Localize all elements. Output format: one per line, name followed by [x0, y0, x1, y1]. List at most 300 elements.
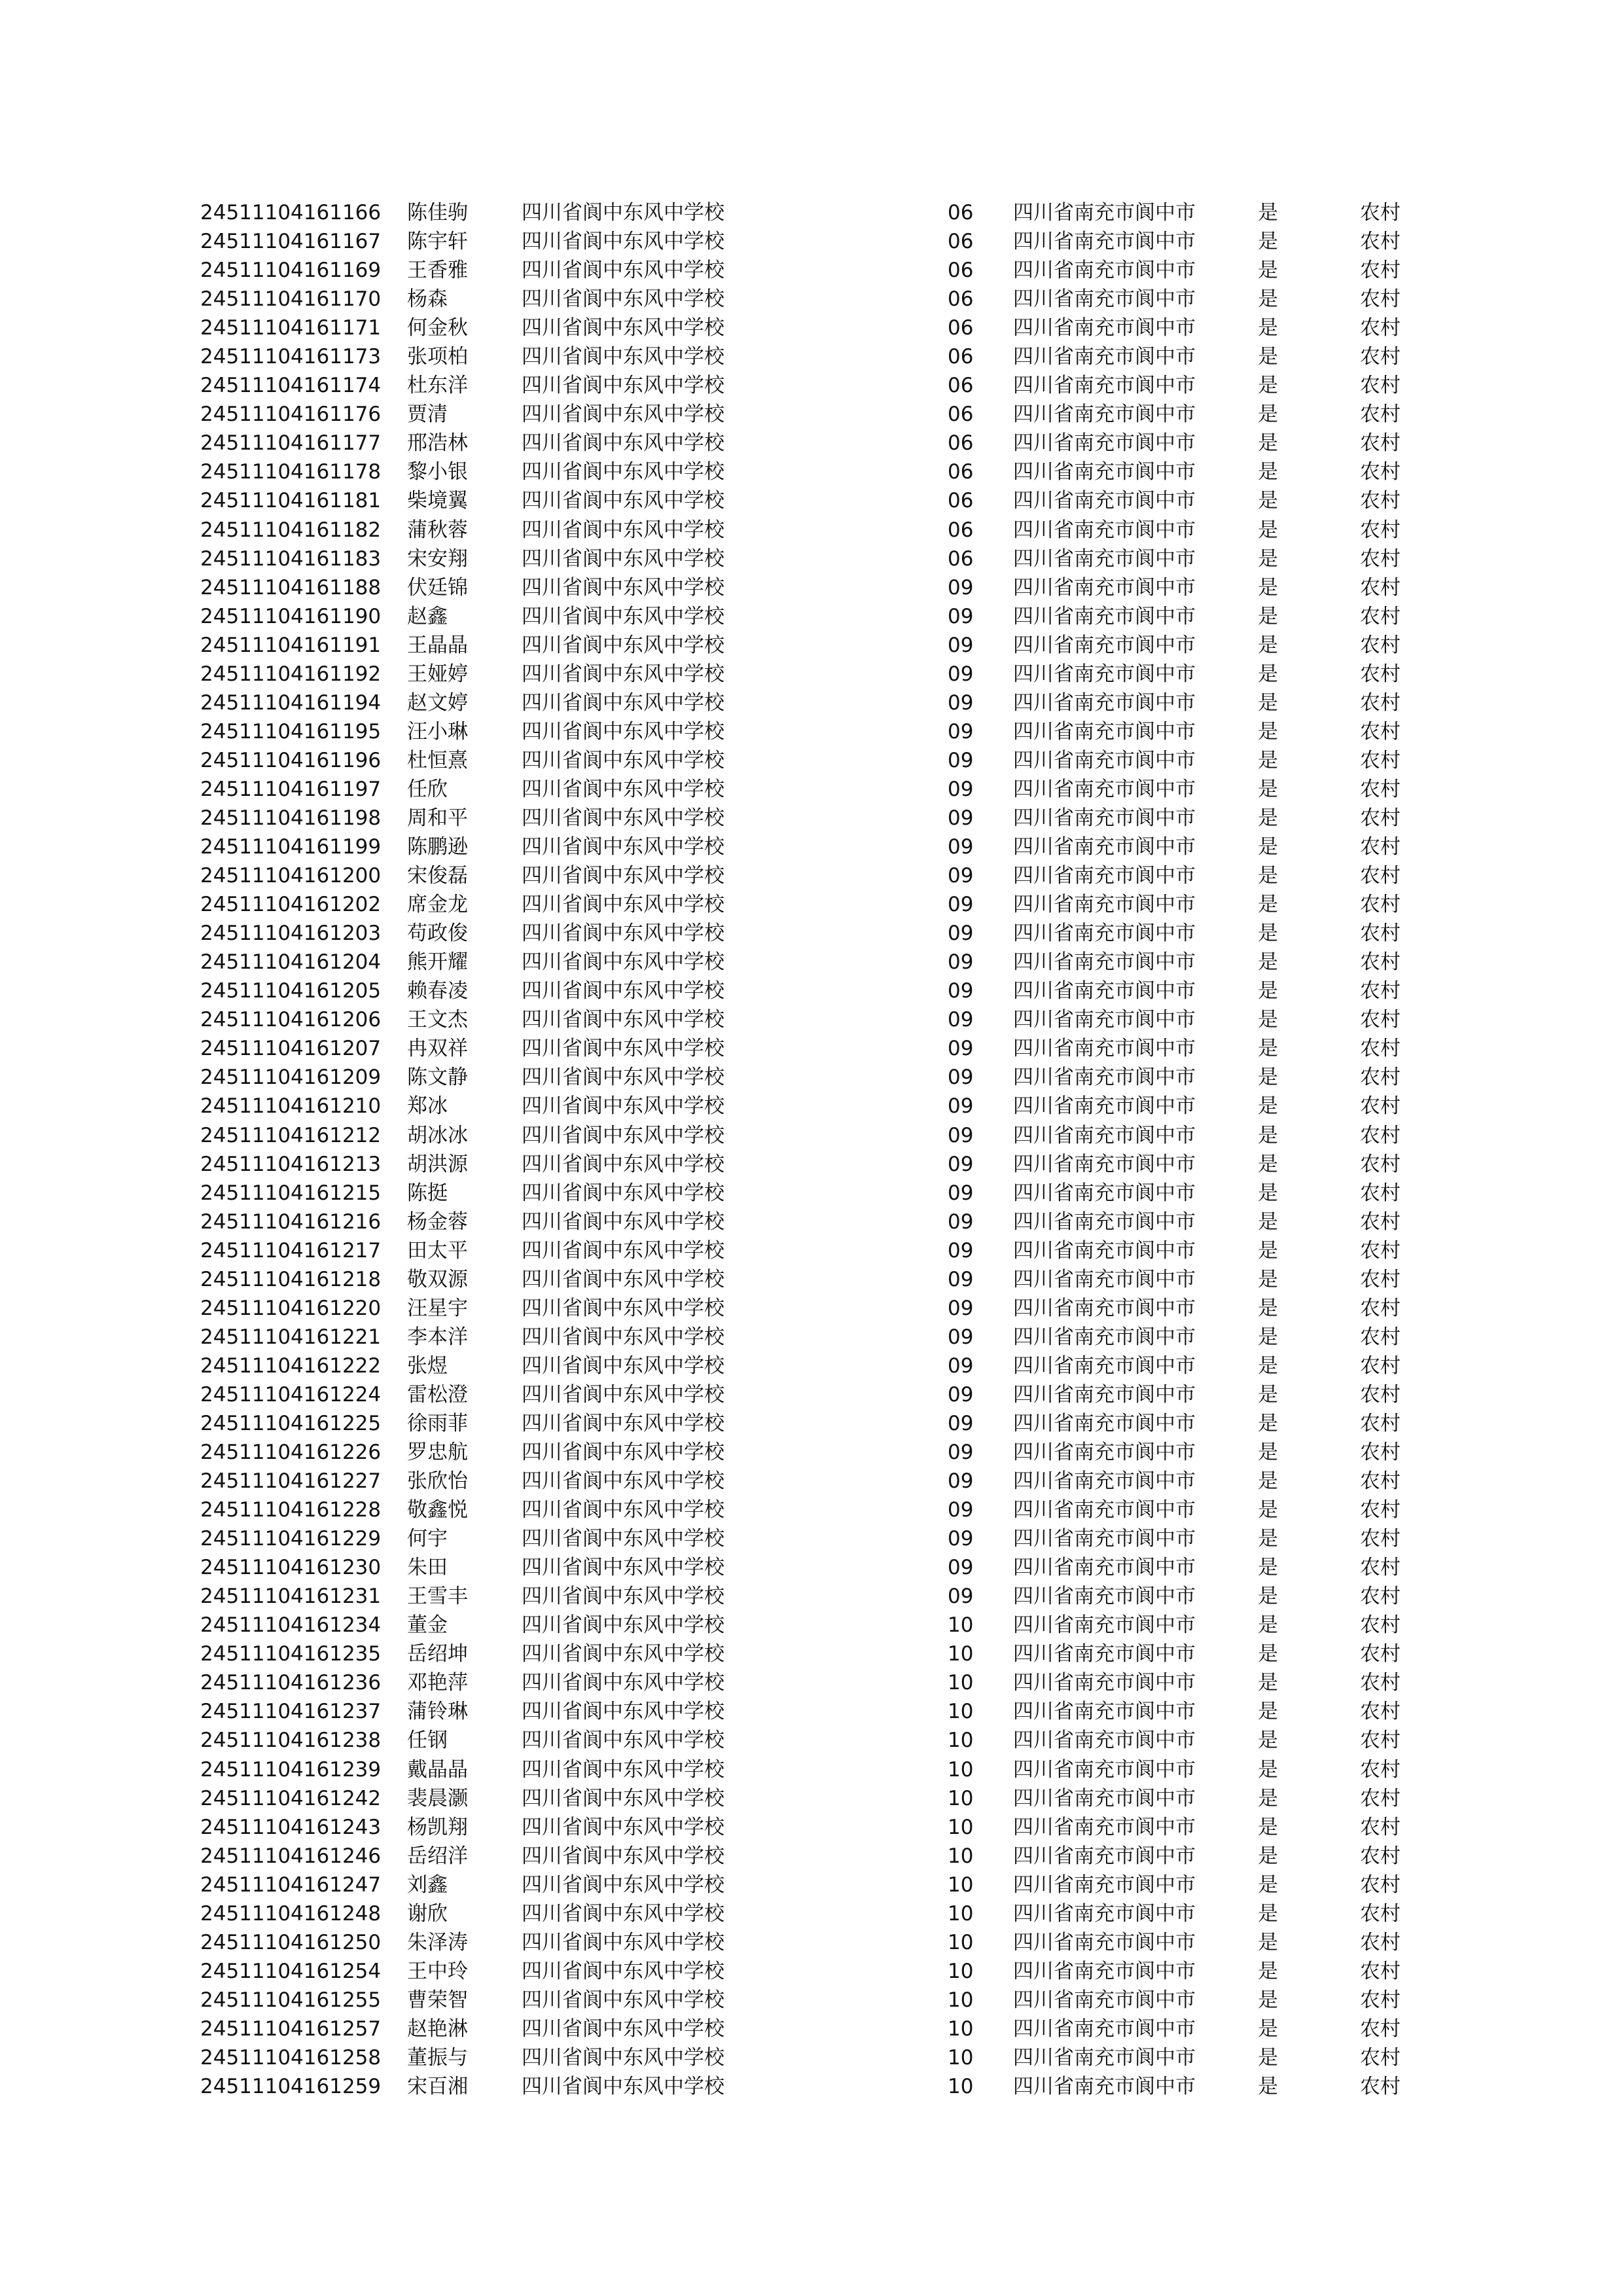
exam-number-cell: 24511104161222 [200, 1354, 382, 1378]
residence-type-cell: 农村 [1360, 1873, 1400, 1897]
exam-number-cell: 24511104161242 [200, 1786, 382, 1810]
class-number-cell: 10 [948, 1901, 974, 1926]
residence-type-cell: 农村 [1360, 1181, 1400, 1205]
exam-number-cell: 24511104161199 [200, 835, 382, 859]
table-row [0, 1092, 1623, 1121]
school-name-cell: 四川省阆中东风中学校 [522, 1585, 724, 1609]
class-number-cell: 09 [948, 1267, 974, 1291]
exam-number-cell: 24511104161217 [200, 1238, 382, 1263]
school-name-cell: 四川省阆中东风中学校 [522, 1930, 724, 1954]
exam-number-cell: 24511104161236 [200, 1671, 382, 1695]
household-region-cell: 四川省南充市阆中市 [1013, 1671, 1196, 1695]
exam-number-cell: 24511104161227 [200, 1469, 382, 1494]
eligibility-flag-cell: 是 [1258, 633, 1278, 657]
exam-number-cell: 24511104161190 [200, 604, 382, 628]
eligibility-flag-cell: 是 [1258, 259, 1278, 283]
school-name-cell: 四川省阆中东风中学校 [522, 1441, 724, 1465]
class-number-cell: 09 [948, 1008, 974, 1032]
household-region-cell: 四川省南充市阆中市 [1013, 1498, 1196, 1522]
household-region-cell: 四川省南充市阆中市 [1013, 345, 1196, 369]
school-name-cell: 四川省阆中东风中学校 [522, 575, 724, 600]
class-number-cell: 10 [948, 1844, 974, 1868]
student-name-cell: 谢欣 [407, 1901, 448, 1926]
exam-number-cell: 24511104161218 [200, 1267, 382, 1291]
household-region-cell: 四川省南充市阆中市 [1013, 1527, 1196, 1551]
student-name-cell: 张项柏 [407, 345, 468, 369]
school-name-cell: 四川省阆中东风中学校 [522, 835, 724, 859]
student-name-cell: 郑冰 [407, 1094, 448, 1119]
school-name-cell: 四川省阆中东风中学校 [522, 374, 724, 398]
residence-type-cell: 农村 [1360, 1786, 1400, 1810]
student-name-cell: 赵艳淋 [407, 2017, 468, 2041]
eligibility-flag-cell: 是 [1258, 345, 1278, 369]
class-number-cell: 09 [948, 1382, 974, 1407]
school-name-cell: 四川省阆中东风中学校 [522, 1325, 724, 1349]
student-name-cell: 陈文静 [407, 1066, 468, 1090]
school-name-cell: 四川省阆中东风中学校 [522, 691, 724, 715]
school-name-cell: 四川省阆中东风中学校 [522, 547, 724, 571]
residence-type-cell: 农村 [1360, 748, 1400, 772]
school-name-cell: 四川省阆中东风中学校 [522, 2075, 724, 2099]
exam-number-cell: 24511104161221 [200, 1325, 382, 1349]
class-number-cell: 06 [948, 345, 974, 369]
table-row [0, 1813, 1623, 1842]
school-name-cell: 四川省阆中东风中学校 [522, 259, 724, 283]
exam-number-cell: 24511104161212 [200, 1123, 382, 1147]
table-row [0, 1899, 1623, 1928]
residence-type-cell: 农村 [1360, 345, 1400, 369]
class-number-cell: 06 [948, 374, 974, 398]
school-name-cell: 四川省阆中东风中学校 [522, 1700, 724, 1724]
school-name-cell: 四川省阆中东风中学校 [522, 518, 724, 542]
student-name-cell: 敬鑫悦 [407, 1498, 468, 1522]
school-name-cell: 四川省阆中东风中学校 [522, 1238, 724, 1263]
household-region-cell: 四川省南充市阆中市 [1013, 1037, 1196, 1061]
household-region-cell: 四川省南充市阆中市 [1013, 604, 1196, 628]
household-region-cell: 四川省南充市阆中市 [1013, 950, 1196, 975]
residence-type-cell: 农村 [1360, 287, 1400, 312]
exam-number-cell: 24511104161235 [200, 1642, 382, 1666]
class-number-cell: 09 [948, 1066, 974, 1090]
class-number-cell: 09 [948, 1296, 974, 1320]
student-name-cell: 胡冰冰 [407, 1123, 468, 1147]
residence-type-cell: 农村 [1360, 489, 1400, 513]
table-row [0, 717, 1623, 746]
eligibility-flag-cell: 是 [1258, 1008, 1278, 1032]
exam-number-cell: 24511104161230 [200, 1556, 382, 1580]
table-row [0, 1755, 1623, 1784]
table-row [0, 1668, 1623, 1697]
residence-type-cell: 农村 [1360, 1382, 1400, 1407]
eligibility-flag-cell: 是 [1258, 604, 1278, 628]
eligibility-flag-cell: 是 [1258, 1613, 1278, 1638]
exam-number-cell: 24511104161255 [200, 1988, 382, 2012]
school-name-cell: 四川省阆中东风中学校 [522, 1037, 724, 1061]
exam-number-cell: 24511104161169 [200, 259, 382, 283]
table-row [0, 486, 1623, 515]
household-region-cell: 四川省南充市阆中市 [1013, 1585, 1196, 1609]
exam-number-cell: 24511104161188 [200, 575, 382, 600]
residence-type-cell: 农村 [1360, 1123, 1400, 1147]
exam-number-cell: 24511104161228 [200, 1498, 382, 1522]
student-name-cell: 董振与 [407, 2046, 468, 2070]
table-row [0, 1005, 1623, 1034]
table-row [0, 919, 1623, 948]
exam-number-cell: 24511104161177 [200, 431, 382, 456]
household-region-cell: 四川省南充市阆中市 [1013, 1210, 1196, 1234]
eligibility-flag-cell: 是 [1258, 2075, 1278, 2099]
eligibility-flag-cell: 是 [1258, 1181, 1278, 1205]
exam-number-cell: 24511104161204 [200, 950, 382, 975]
class-number-cell: 09 [948, 575, 974, 600]
student-name-cell: 邓艳萍 [407, 1671, 468, 1695]
exam-number-cell: 24511104161231 [200, 1585, 382, 1609]
student-name-cell: 戴晶晶 [407, 1757, 468, 1782]
class-number-cell: 09 [948, 1325, 974, 1349]
table-row [0, 1697, 1623, 1726]
table-row [0, 1034, 1623, 1063]
class-number-cell: 09 [948, 806, 974, 830]
class-number-cell: 10 [948, 1729, 974, 1753]
household-region-cell: 四川省南充市阆中市 [1013, 1556, 1196, 1580]
school-name-cell: 四川省阆中东风中学校 [522, 633, 724, 657]
table-row [0, 1380, 1623, 1409]
residence-type-cell: 农村 [1360, 403, 1400, 427]
student-name-cell: 杨凯翔 [407, 1815, 468, 1839]
class-number-cell: 10 [948, 2046, 974, 2070]
table-row [0, 631, 1623, 660]
eligibility-flag-cell: 是 [1258, 1988, 1278, 2012]
school-name-cell: 四川省阆中东风中学校 [522, 1786, 724, 1810]
exam-number-cell: 24511104161213 [200, 1152, 382, 1176]
table-row [0, 516, 1623, 545]
school-name-cell: 四川省阆中东风中学校 [522, 1613, 724, 1638]
exam-number-cell: 24511104161176 [200, 403, 382, 427]
eligibility-flag-cell: 是 [1258, 403, 1278, 427]
eligibility-flag-cell: 是 [1258, 2046, 1278, 2070]
household-region-cell: 四川省南充市阆中市 [1013, 1382, 1196, 1407]
eligibility-flag-cell: 是 [1258, 1094, 1278, 1119]
table-row [0, 1179, 1623, 1208]
table-row [0, 1726, 1623, 1755]
table-row [0, 746, 1623, 775]
household-region-cell: 四川省南充市阆中市 [1013, 864, 1196, 888]
eligibility-flag-cell: 是 [1258, 777, 1278, 801]
school-name-cell: 四川省阆中东风中学校 [522, 1556, 724, 1580]
class-number-cell: 09 [948, 633, 974, 657]
residence-type-cell: 农村 [1360, 1700, 1400, 1724]
eligibility-flag-cell: 是 [1258, 1671, 1278, 1695]
household-region-cell: 四川省南充市阆中市 [1013, 575, 1196, 600]
exam-number-cell: 24511104161216 [200, 1210, 382, 1234]
household-region-cell: 四川省南充市阆中市 [1013, 230, 1196, 254]
eligibility-flag-cell: 是 [1258, 1296, 1278, 1320]
residence-type-cell: 农村 [1360, 259, 1400, 283]
school-name-cell: 四川省阆中东风中学校 [522, 922, 724, 946]
household-region-cell: 四川省南充市阆中市 [1013, 1844, 1196, 1868]
table-row [0, 1409, 1623, 1438]
student-name-cell: 徐雨菲 [407, 1411, 468, 1435]
household-region-cell: 四川省南充市阆中市 [1013, 374, 1196, 398]
table-row [0, 660, 1623, 689]
household-region-cell: 四川省南充市阆中市 [1013, 489, 1196, 513]
eligibility-flag-cell: 是 [1258, 864, 1278, 888]
household-region-cell: 四川省南充市阆中市 [1013, 518, 1196, 542]
table-row [0, 1957, 1623, 1986]
table-row [0, 1121, 1623, 1150]
class-number-cell: 06 [948, 518, 974, 542]
student-name-cell: 伏廷锦 [407, 575, 468, 600]
student-name-cell: 赵文婷 [407, 691, 468, 715]
table-row [0, 1150, 1623, 1179]
class-number-cell: 10 [948, 1700, 974, 1724]
residence-type-cell: 农村 [1360, 230, 1400, 254]
eligibility-flag-cell: 是 [1258, 1441, 1278, 1465]
household-region-cell: 四川省南充市阆中市 [1013, 1181, 1196, 1205]
school-name-cell: 四川省阆中东风中学校 [522, 1296, 724, 1320]
class-number-cell: 09 [948, 662, 974, 686]
eligibility-flag-cell: 是 [1258, 431, 1278, 456]
eligibility-flag-cell: 是 [1258, 201, 1278, 224]
exam-number-cell: 24511104161209 [200, 1066, 382, 1090]
school-name-cell: 四川省阆中东风中学校 [522, 316, 724, 340]
school-name-cell: 四川省阆中东风中学校 [522, 1152, 724, 1176]
household-region-cell: 四川省南充市阆中市 [1013, 2017, 1196, 2041]
student-name-cell: 杜东洋 [407, 374, 468, 398]
exam-number-cell: 24511104161191 [200, 633, 382, 657]
table-row [0, 1553, 1623, 1582]
eligibility-flag-cell: 是 [1258, 691, 1278, 715]
residence-type-cell: 农村 [1360, 1901, 1400, 1926]
table-row [0, 1842, 1623, 1871]
table-row [0, 545, 1623, 573]
student-name-cell: 蒲秋蓉 [407, 518, 468, 542]
table-row [0, 1784, 1623, 1813]
school-name-cell: 四川省阆中东风中学校 [522, 431, 724, 456]
school-name-cell: 四川省阆中东风中学校 [522, 1757, 724, 1782]
exam-number-cell: 24511104161215 [200, 1181, 382, 1205]
student-name-cell: 柴境翼 [407, 489, 468, 513]
class-number-cell: 09 [948, 950, 974, 975]
eligibility-flag-cell: 是 [1258, 1700, 1278, 1724]
class-number-cell: 09 [948, 1498, 974, 1522]
eligibility-flag-cell: 是 [1258, 230, 1278, 254]
table-row [0, 1323, 1623, 1352]
exam-number-cell: 24511104161246 [200, 1844, 382, 1868]
household-region-cell: 四川省南充市阆中市 [1013, 403, 1196, 427]
student-name-cell: 朱田 [407, 1556, 448, 1580]
exam-number-cell: 24511104161224 [200, 1382, 382, 1407]
class-number-cell: 09 [948, 979, 974, 1003]
eligibility-flag-cell: 是 [1258, 1757, 1278, 1782]
exam-number-cell: 24511104161239 [200, 1757, 382, 1782]
student-name-cell: 陈鹏逊 [407, 835, 468, 859]
school-name-cell: 四川省阆中东风中学校 [522, 1354, 724, 1378]
school-name-cell: 四川省阆中东风中学校 [522, 1498, 724, 1522]
student-name-cell: 汪小琳 [407, 719, 468, 744]
household-region-cell: 四川省南充市阆中市 [1013, 1411, 1196, 1435]
exam-number-cell: 24511104161248 [200, 1901, 382, 1926]
residence-type-cell: 农村 [1360, 1815, 1400, 1839]
table-row [0, 285, 1623, 314]
exam-number-cell: 24511104161198 [200, 806, 382, 830]
exam-number-cell: 24511104161178 [200, 460, 382, 484]
school-name-cell: 四川省阆中东风中学校 [522, 864, 724, 888]
exam-number-cell: 24511104161173 [200, 345, 382, 369]
school-name-cell: 四川省阆中东风中学校 [522, 979, 724, 1003]
student-name-cell: 王文杰 [407, 1008, 468, 1032]
school-name-cell: 四川省阆中东风中学校 [522, 1642, 724, 1666]
school-name-cell: 四川省阆中东风中学校 [522, 403, 724, 427]
exam-number-cell: 24511104161225 [200, 1411, 382, 1435]
class-number-cell: 09 [948, 1556, 974, 1580]
class-number-cell: 09 [948, 1585, 974, 1609]
class-number-cell: 09 [948, 748, 974, 772]
table-row [0, 804, 1623, 833]
student-name-cell: 熊开耀 [407, 950, 468, 975]
eligibility-flag-cell: 是 [1258, 460, 1278, 484]
class-number-cell: 09 [948, 604, 974, 628]
student-name-cell: 周和平 [407, 806, 468, 830]
residence-type-cell: 农村 [1360, 1729, 1400, 1753]
student-name-cell: 李本洋 [407, 1325, 468, 1349]
residence-type-cell: 农村 [1360, 1441, 1400, 1465]
eligibility-flag-cell: 是 [1258, 2017, 1278, 2041]
residence-type-cell: 农村 [1360, 1210, 1400, 1234]
residence-type-cell: 农村 [1360, 719, 1400, 744]
household-region-cell: 四川省南充市阆中市 [1013, 2075, 1196, 2099]
school-name-cell: 四川省阆中东风中学校 [522, 1873, 724, 1897]
exam-number-cell: 24511104161229 [200, 1527, 382, 1551]
household-region-cell: 四川省南充市阆中市 [1013, 1815, 1196, 1839]
table-row [0, 1438, 1623, 1467]
household-region-cell: 四川省南充市阆中市 [1013, 1873, 1196, 1897]
household-region-cell: 四川省南充市阆中市 [1013, 1642, 1196, 1666]
household-region-cell: 四川省南充市阆中市 [1013, 922, 1196, 946]
school-name-cell: 四川省阆中东风中学校 [522, 1844, 724, 1868]
class-number-cell: 09 [948, 719, 974, 744]
school-name-cell: 四川省阆中东风中学校 [522, 950, 724, 975]
eligibility-flag-cell: 是 [1258, 1210, 1278, 1234]
eligibility-flag-cell: 是 [1258, 922, 1278, 946]
exam-number-cell: 24511104161202 [200, 893, 382, 917]
school-name-cell: 四川省阆中东风中学校 [522, 1411, 724, 1435]
eligibility-flag-cell: 是 [1258, 662, 1278, 686]
residence-type-cell: 农村 [1360, 374, 1400, 398]
residence-type-cell: 农村 [1360, 1037, 1400, 1061]
eligibility-flag-cell: 是 [1258, 719, 1278, 744]
table-row [0, 1611, 1623, 1640]
eligibility-flag-cell: 是 [1258, 979, 1278, 1003]
student-name-cell: 邢浩林 [407, 431, 468, 456]
household-region-cell: 四川省南充市阆中市 [1013, 691, 1196, 715]
class-number-cell: 10 [948, 1757, 974, 1782]
exam-number-cell: 24511104161207 [200, 1037, 382, 1061]
table-row [0, 1496, 1623, 1524]
class-number-cell: 09 [948, 777, 974, 801]
eligibility-flag-cell: 是 [1258, 1123, 1278, 1147]
exam-number-cell: 24511104161166 [200, 201, 382, 224]
table-row [0, 429, 1623, 457]
school-name-cell: 四川省阆中东风中学校 [522, 1901, 724, 1926]
residence-type-cell: 农村 [1360, 1757, 1400, 1782]
student-name-cell: 何金秋 [407, 316, 468, 340]
school-name-cell: 四川省阆中东风中学校 [522, 460, 724, 484]
exam-number-cell: 24511104161170 [200, 287, 382, 312]
household-region-cell: 四川省南充市阆中市 [1013, 1930, 1196, 1954]
household-region-cell: 四川省南充市阆中市 [1013, 1441, 1196, 1465]
school-name-cell: 四川省阆中东风中学校 [522, 1815, 724, 1839]
residence-type-cell: 农村 [1360, 1066, 1400, 1090]
residence-type-cell: 农村 [1360, 1988, 1400, 2012]
residence-type-cell: 农村 [1360, 1094, 1400, 1119]
eligibility-flag-cell: 是 [1258, 1642, 1278, 1666]
table-row [0, 1986, 1623, 2015]
household-region-cell: 四川省南充市阆中市 [1013, 777, 1196, 801]
school-name-cell: 四川省阆中东风中学校 [522, 2046, 724, 2070]
household-region-cell: 四川省南充市阆中市 [1013, 662, 1196, 686]
residence-type-cell: 农村 [1360, 864, 1400, 888]
table-row [0, 2043, 1623, 2072]
school-name-cell: 四川省阆中东风中学校 [522, 777, 724, 801]
class-number-cell: 06 [948, 547, 974, 571]
table-row [0, 2015, 1623, 2043]
student-name-cell: 席金龙 [407, 893, 468, 917]
school-name-cell: 四川省阆中东风中学校 [522, 719, 724, 744]
residence-type-cell: 农村 [1360, 1008, 1400, 1032]
class-number-cell: 09 [948, 691, 974, 715]
class-number-cell: 10 [948, 1873, 974, 1897]
school-name-cell: 四川省阆中东风中学校 [522, 1267, 724, 1291]
exam-number-cell: 24511104161220 [200, 1296, 382, 1320]
school-name-cell: 四川省阆中东风中学校 [522, 287, 724, 312]
eligibility-flag-cell: 是 [1258, 1873, 1278, 1897]
student-name-cell: 冉双祥 [407, 1037, 468, 1061]
exam-number-cell: 24511104161174 [200, 374, 382, 398]
school-name-cell: 四川省阆中东风中学校 [522, 2017, 724, 2041]
table-row [0, 1063, 1623, 1092]
eligibility-flag-cell: 是 [1258, 806, 1278, 830]
residence-type-cell: 农村 [1360, 1325, 1400, 1349]
exam-number-cell: 24511104161259 [200, 2075, 382, 2099]
household-region-cell: 四川省南充市阆中市 [1013, 1066, 1196, 1090]
school-name-cell: 四川省阆中东风中学校 [522, 1066, 724, 1090]
class-number-cell: 06 [948, 489, 974, 513]
residence-type-cell: 农村 [1360, 518, 1400, 542]
school-name-cell: 四川省阆中东风中学校 [522, 893, 724, 917]
school-name-cell: 四川省阆中东风中学校 [522, 1094, 724, 1119]
school-name-cell: 四川省阆中东风中学校 [522, 806, 724, 830]
residence-type-cell: 农村 [1360, 893, 1400, 917]
table-row [0, 314, 1623, 342]
eligibility-flag-cell: 是 [1258, 1786, 1278, 1810]
exam-number-cell: 24511104161194 [200, 691, 382, 715]
student-name-cell: 蒲铃琳 [407, 1700, 468, 1724]
school-name-cell: 四川省阆中东风中学校 [522, 1527, 724, 1551]
class-number-cell: 06 [948, 230, 974, 254]
class-number-cell: 10 [948, 2075, 974, 2099]
class-number-cell: 09 [948, 1152, 974, 1176]
residence-type-cell: 农村 [1360, 575, 1400, 600]
student-name-cell: 陈挺 [407, 1181, 448, 1205]
table-row [0, 861, 1623, 890]
residence-type-cell: 农村 [1360, 662, 1400, 686]
table-row [0, 457, 1623, 486]
residence-type-cell: 农村 [1360, 835, 1400, 859]
eligibility-flag-cell: 是 [1258, 1037, 1278, 1061]
eligibility-flag-cell: 是 [1258, 893, 1278, 917]
class-number-cell: 09 [948, 1037, 974, 1061]
